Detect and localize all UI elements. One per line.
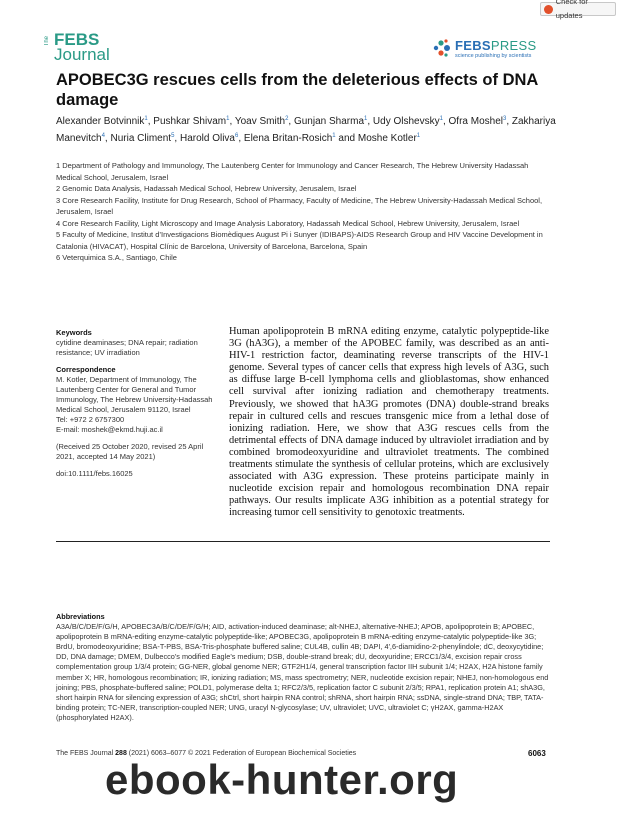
author-name: Pushkar Shivam — [153, 116, 227, 127]
febs-press-logo — [432, 36, 562, 64]
abstract: Human apolipoprotein B mRNA editing enzyme, catalytic polypeptide-like 3G (hA3G), a member of the APOBEC family, was described as an anti-HIV-1 restriction factor, deaminating reverse transcripts of the HIV-1 genome. Several types of cancer cells that express high levels of A3G, such as diffuse large B-cell lymphoma cells and glioblastomas, show enhanced cell survival after ionizing radiation and chemotherapy treatments. Previously, we showed that hA3G promotes (DNA) double-strand breaks repair in cultured cells and rescues transgenic mice from a lethal dose of ionizing radiation. Here, we show that A3G rescues cells from the detrimental effects of DNA damage induced by ultraviolet irradiation and by combined bromodeoxyuridine and ultraviolet treatments. The combined treatments stimulate the synthesis of cellular proteins, which are exclusively associated with A3G expression. These proteins participate mainly in nucleotide excision repair and homologous recombination DNA repair pathways. Our results implicate A3G inhibition as a potential strategy for increasing tumor cell sensitivity to genotoxic treatments. — [229, 326, 549, 519]
affiliation: 1 Department of Pathology and Immunology, The Lautenberg Center for Immunology and Cancer Research, The Hebrew University Hadassah Medical School, Jerusalem, Israel — [56, 161, 529, 182]
author-affiliation-mark: 1 — [226, 116, 230, 122]
press-name: FEBSPRESS — [455, 38, 537, 53]
author-name: Harold Oliva — [179, 133, 235, 144]
author-affiliation-mark: 1 — [364, 116, 368, 122]
footer-journal: The FEBS Journal — [56, 750, 114, 757]
author-name: Ofra Moshel — [448, 116, 503, 127]
correspondence-heading: Correspondence — [56, 365, 116, 374]
author-name: Udy Olshevsky — [372, 116, 440, 127]
abbreviations-heading: Abbreviations — [56, 612, 105, 621]
footer-volume: 288 — [115, 750, 127, 757]
correspondence-address: M. Kotler, Department of Immunology, The Lautenberg Center for General and Tumor Immunology, The Hebrew University-Hadassah Medical School, Jerusalem 91120, Israel — [56, 375, 213, 414]
article-info-sidebar — [56, 328, 216, 486]
febs-press-dots-icon — [432, 38, 452, 58]
affiliation: 2 Genomic Data Analysis, Hadassah Medical School, Hebrew University, Jerusalem, Israel — [56, 184, 357, 193]
author-affiliation-mark: 2 — [285, 116, 289, 122]
affiliation: 3 Core Research Facility, Institute for Drug Research, School of Pharmacy, Faculty of Medicine, The Hebrew University-Hadassah Medical School, Jerusalem, Israel — [56, 195, 543, 216]
affiliation: 4 Core Research Facility, Light Microscopy and Image Analysis Laboratory, Hadassah Medical School, Hebrew University, Jerusalem, Israel — [56, 218, 520, 228]
check-for-updates-button[interactable] — [540, 0, 616, 20]
footer-rest: (2021) 6063–6077 © 2021 Federation of European Biochemical Societies — [126, 750, 357, 757]
correspondence-phone: Tel: +972 2 6757300 — [56, 415, 125, 424]
author-name: Alexander Botvinnik — [56, 116, 145, 127]
author-name: Zakhariya Manevitch — [56, 116, 556, 144]
author-affiliation-mark: 1 — [332, 133, 336, 139]
author-name: Moshe Kotler — [357, 133, 417, 144]
author-affiliation-mark: 3 — [502, 116, 507, 122]
affiliations — [56, 160, 556, 264]
author-affiliation-mark: 1 — [439, 116, 443, 122]
author-name: Elena Britan-Rosich — [243, 133, 333, 144]
keywords: cytidine deaminases; DNA repair; radiation resistance; UV irradiation — [56, 338, 198, 357]
article-title: APOBEC3G rescues cells from the deleterious effects of DNA damage — [56, 71, 538, 109]
author-list: Alexander Botvinnik$^1$, Pushkar Shivam$^1$, Yoav Smith$^2$, Gunjan Sharma$^1$, Udy Olshevsky$^1$, Ofra Moshel$^3$, Zakhariya Manevitch$^4$, Nuria Climent$^5$, Harold Oliva$^6$, Elena Britan-Rosich$^1$ and Moshe Kotler$^1$ — [56, 116, 556, 144]
author-affiliation-mark: 4 — [101, 133, 105, 139]
check-updates-label: Check for updates — [555, 0, 588, 20]
author-affiliation-mark: 6 — [235, 133, 239, 139]
author-name: Nuria Climent — [110, 133, 172, 144]
affiliation: 5 Faculty of Medicine, Institut d’Investigacions Biomèdiques August Pi i Sunyer (IDIBAPS)-AIDS Research Group and HIV Vaccine Development in Catalonia (HIVACAT), Hospital Clínic de Barcelona, University of Barcelona, Barcelona, Spain — [56, 230, 543, 251]
logo-febs: FEBS — [54, 30, 100, 49]
abbreviations-text: A3A/B/C/DE/F/G/H, APOBEC3A/B/C/DE/F/G/H; AID, activation-induced deaminase; alt-NHEJ, alternative-NHEJ; APOB, apolipoprotein B; APOBEC, apolipoprotein B mRNA-editing enzyme-catalytic polypeptide-like; APOBEC3G, apolipoprotein B mRNA-editing enzyme-catalytic polypeptide-like 3G; BrdU, bromodeoxyuridine; BSA-T-PBS, BSA-Tris-phosphate buffered saline; CUL4B, cullin 4B; DAPI, 4′,6-diamidino-2-phenylindole; dC, deoxycytidine; DD, DNA damage; DMEM, Dulbecco’s modified Eagle’s medium; DSB, double-strand break; dU, deoxyuridine; ERCC1/3/4, excision repair cross complementation group 1/3/4 protein; GG-NER, global genome NER; GTF2H1/4, general transcription factor IIH subunit 1/4; H2AX, H2A histone family member X; HR, homologous recombination; IR, ionizing radiation; MS, mass spectrometry; NER, nucleotide excision repair; NHEJ, non-homologous end joining; PBS, phosphate-buffered saline; POLD1, polymerase delta 1; RFC2/3/5, replication factor C subunit 2/3/5; RPA1, replication protein A1; shA3G, short hairpin RNA for silencing expression of A3G; shCtrl, short hairpin RNA control; shRNA, short hairpin RNA; ssDNA, single-strand DNA; TBP, TATA-binding protein; TC-NER, transcription-coupled NER; UNG, uracyl N-glycosylase; UV, ultraviolet; UVC, ultraviolet C; γH2AX, gamma-H2AX (phosphorylated H2AX). — [56, 622, 549, 722]
affiliation: 6 Veterquimica S.A., Santiago, Chile — [56, 253, 177, 262]
section-divider — [56, 541, 550, 542]
press-tagline: science publishing by scientists — [455, 53, 532, 59]
author-affiliation-mark: 5 — [171, 133, 175, 139]
abbreviations — [56, 612, 550, 723]
author-affiliation-mark: 1 — [144, 116, 148, 122]
logo-the: The — [44, 36, 50, 47]
keywords-heading: Keywords — [56, 328, 92, 337]
watermark: ebook-hunter.org — [105, 756, 459, 803]
correspondence-email[interactable]: E-mail: moshek@ekmd.huji.ac.il — [56, 425, 163, 434]
doi-link[interactable]: doi:10.1111/febs.16025 — [56, 469, 133, 478]
author-name: Yoav Smith — [234, 116, 286, 127]
author-affiliation-mark: 1 — [416, 133, 421, 139]
page-number: 6063 — [528, 749, 546, 758]
author-name: Gunjan Sharma — [293, 116, 365, 127]
received-dates: (Received 25 October 2020, revised 25 April 2021, accepted 14 May 2021) — [56, 442, 204, 461]
logo-journal: Journal — [54, 45, 110, 64]
update-icon — [544, 5, 553, 14]
